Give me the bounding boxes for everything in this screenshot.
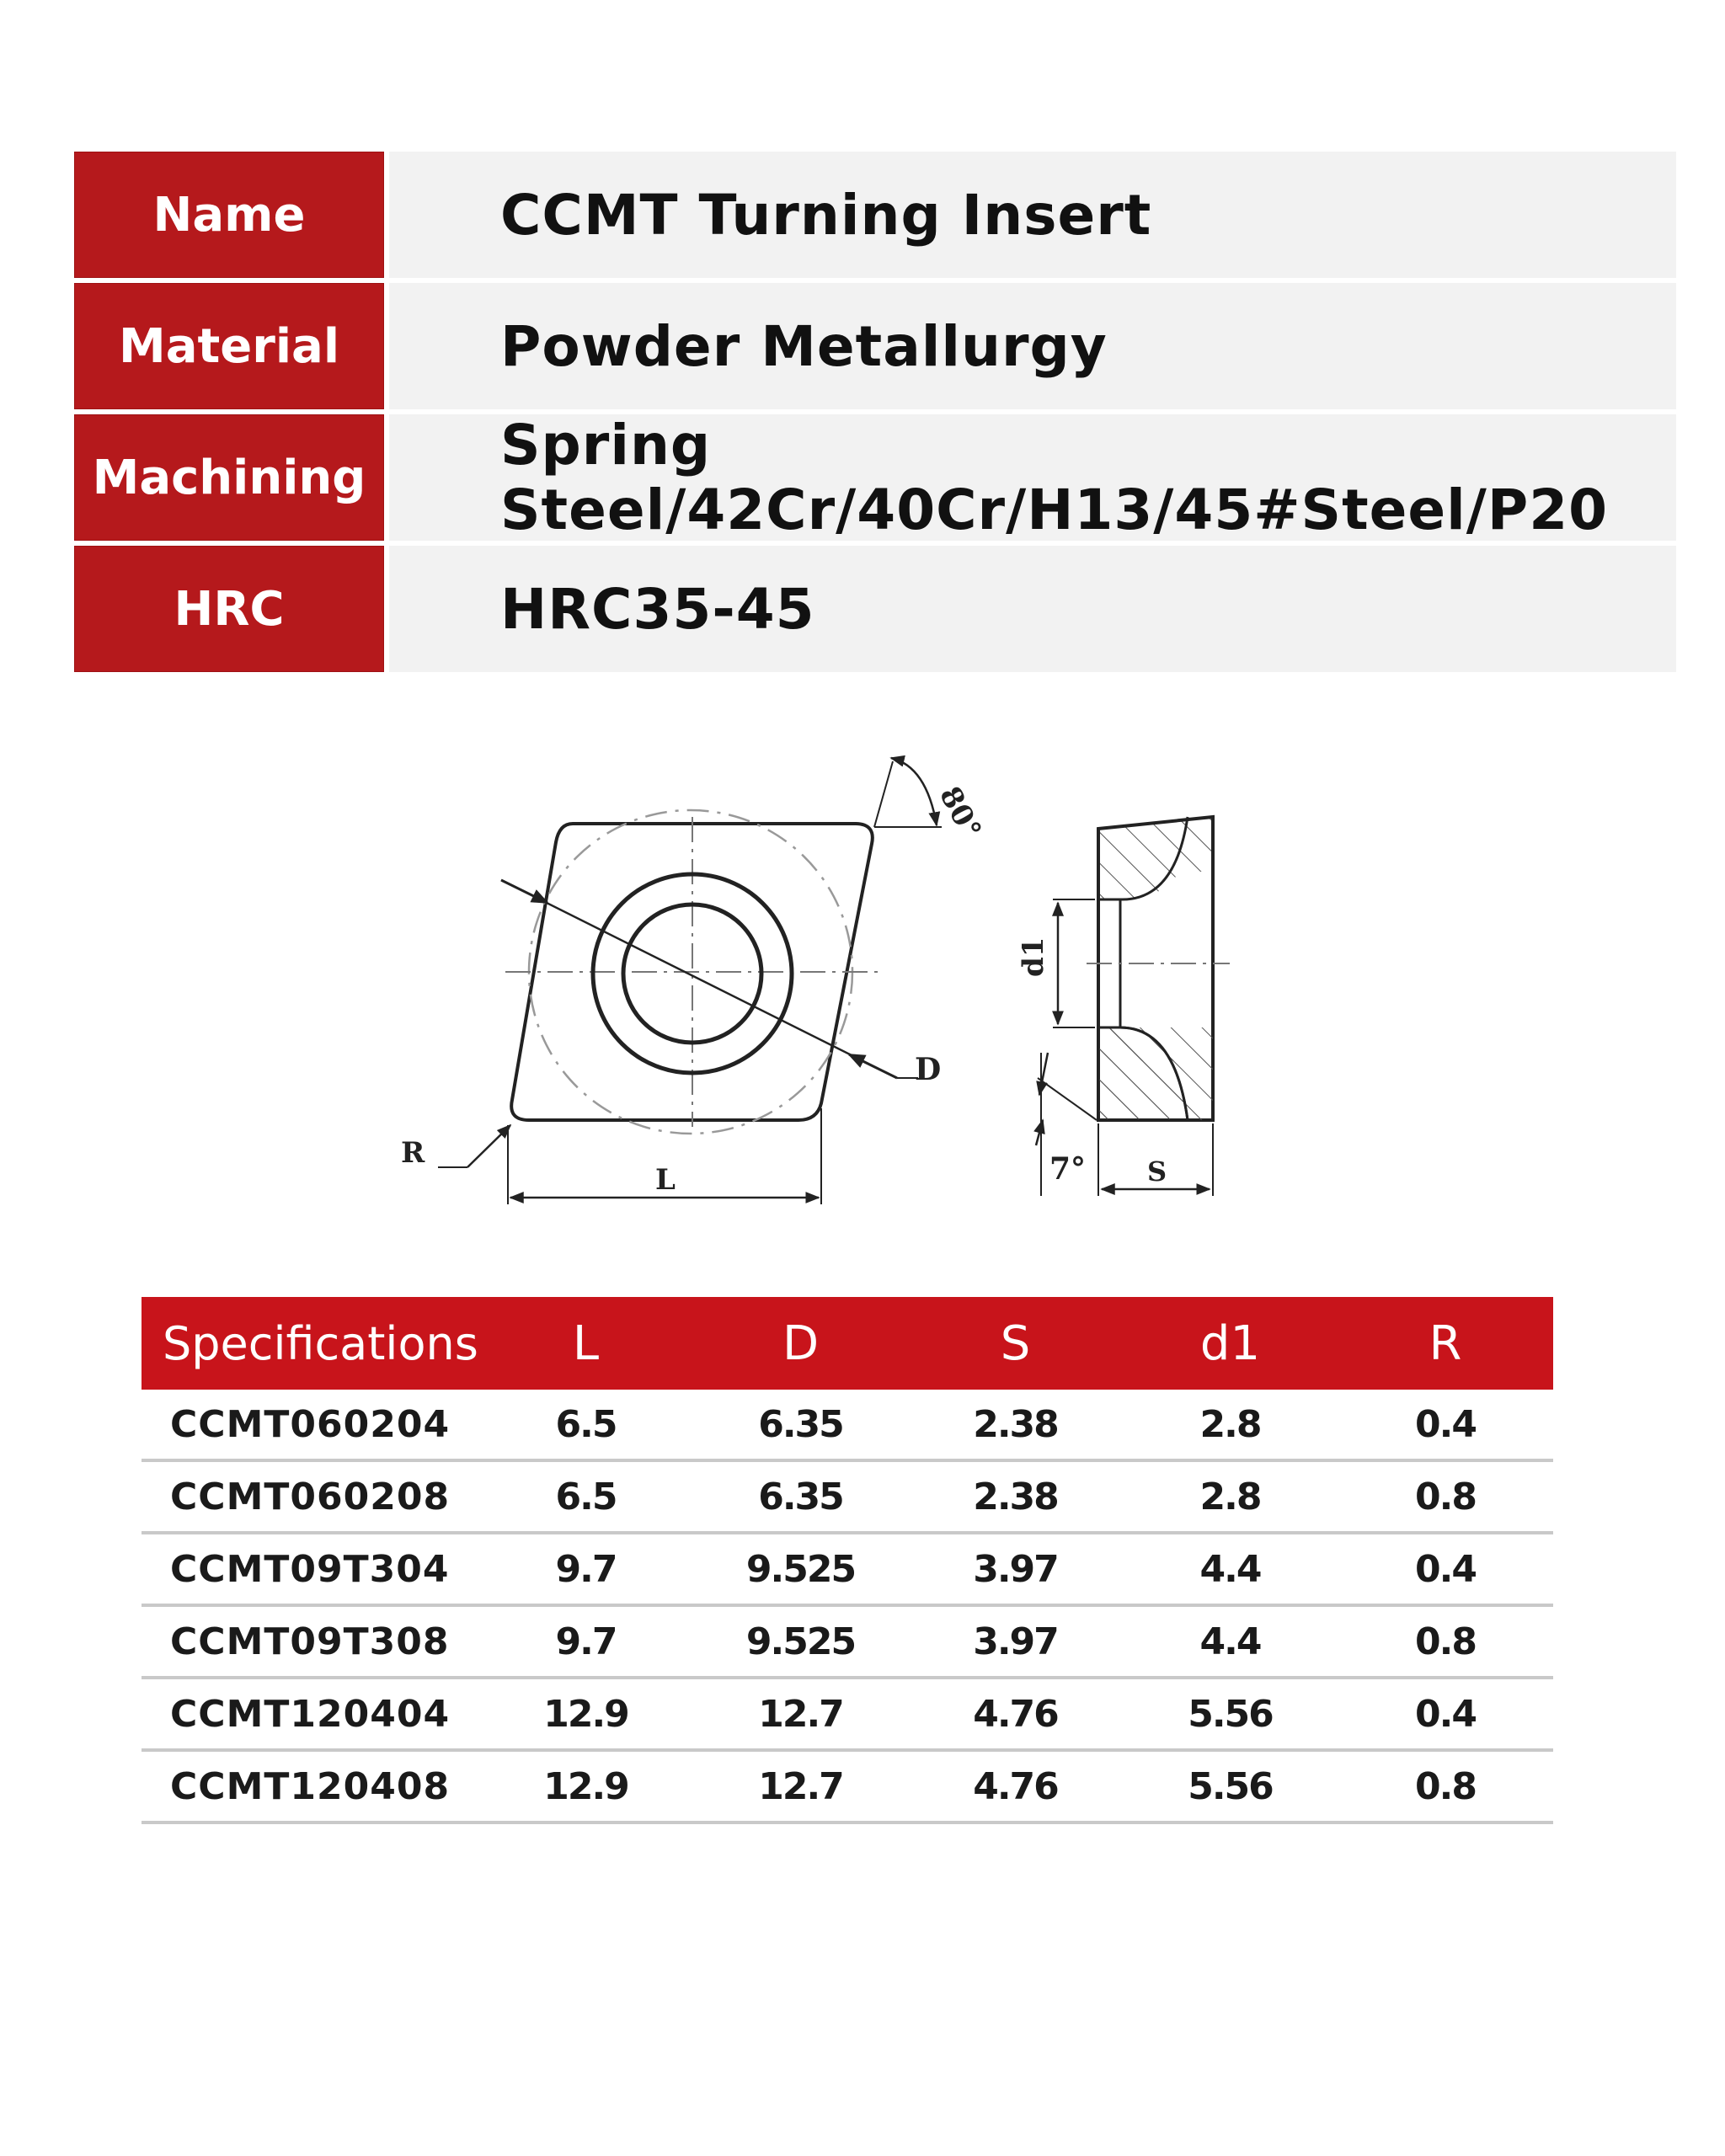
cell-d: 9.525 <box>745 1620 856 1663</box>
d1-label: d1 <box>1017 937 1050 977</box>
cell-s: 4.76 <box>973 1764 1058 1808</box>
cell-d: 12.7 <box>758 1692 843 1736</box>
cell-l: 6.5 <box>555 1475 617 1518</box>
header-s: S <box>1000 1315 1031 1371</box>
cell-s: 4.76 <box>973 1692 1058 1736</box>
cell-model: CCMT09T308 <box>170 1620 450 1663</box>
angle-dimension <box>874 758 988 845</box>
cell-l: 9.7 <box>555 1547 617 1591</box>
cell-model: CCMT060204 <box>170 1402 451 1446</box>
cell-r: 0.8 <box>1415 1764 1476 1808</box>
table-row <box>142 1390 1553 1462</box>
cell-s: 2.38 <box>973 1475 1058 1518</box>
cell-model: CCMT060208 <box>170 1475 451 1518</box>
s-label: S <box>1147 1155 1167 1187</box>
insert-top-view <box>505 810 880 1134</box>
cell-d: 6.35 <box>758 1402 843 1446</box>
info-row-hrc <box>74 546 1676 672</box>
header-r: R <box>1429 1315 1462 1371</box>
header-specifications: Specifications <box>163 1316 478 1370</box>
header-d: D <box>782 1315 820 1371</box>
cell-model: CCMT120404 <box>170 1692 451 1736</box>
machining-label: Machining <box>74 414 384 541</box>
cell-s: 3.97 <box>973 1620 1058 1663</box>
cell-s: 2.38 <box>973 1402 1058 1446</box>
cell-d1: 5.56 <box>1188 1764 1273 1808</box>
table-row <box>142 1679 1553 1752</box>
cell-d1: 5.56 <box>1188 1692 1273 1736</box>
l-dimension <box>508 1108 821 1204</box>
cell-d: 12.7 <box>758 1764 843 1808</box>
table-row <box>142 1607 1553 1679</box>
cell-r: 0.8 <box>1415 1620 1476 1663</box>
cell-r: 0.4 <box>1415 1547 1476 1591</box>
clearance-dimension <box>1036 1053 1097 1196</box>
insert-side-view <box>1087 817 1230 1120</box>
cell-model: CCMT120408 <box>170 1764 451 1808</box>
specifications-table <box>142 1297 1553 1824</box>
cell-model: CCMT09T304 <box>170 1547 450 1591</box>
cell-d: 9.525 <box>745 1547 856 1591</box>
name-value: CCMT Turning Insert <box>389 152 1676 278</box>
cell-l: 12.9 <box>543 1692 628 1736</box>
header-d1: d1 <box>1199 1315 1261 1371</box>
r-dimension <box>401 1125 510 1170</box>
cell-l: 9.7 <box>555 1620 617 1663</box>
name-label: Name <box>74 152 384 278</box>
cell-d1: 4.4 <box>1199 1547 1261 1591</box>
header-l: L <box>572 1315 600 1371</box>
cell-d1: 2.8 <box>1199 1475 1261 1518</box>
product-info-table <box>74 152 1676 677</box>
hrc-label: HRC <box>74 546 384 672</box>
spec-header-row <box>142 1297 1553 1390</box>
r-label: R <box>401 1136 425 1170</box>
cell-s: 3.97 <box>973 1547 1058 1591</box>
clearance-label: 7° <box>1049 1151 1087 1187</box>
info-row-name <box>74 152 1676 278</box>
cell-l: 6.5 <box>555 1402 617 1446</box>
cell-r: 0.8 <box>1415 1475 1476 1518</box>
table-row <box>142 1752 1553 1824</box>
cell-d1: 4.4 <box>1199 1620 1261 1663</box>
drawing-svg <box>0 724 1725 1246</box>
d-label: D <box>915 1052 942 1087</box>
hrc-value: HRC35-45 <box>389 546 1676 672</box>
angle-label: 80° <box>932 781 988 846</box>
info-row-material <box>74 283 1676 409</box>
cell-l: 12.9 <box>543 1764 628 1808</box>
info-row-machining <box>74 414 1676 541</box>
s-dimension <box>1098 1123 1213 1196</box>
table-row <box>142 1462 1553 1534</box>
machining-value: Spring Steel/42Cr/40Cr/H13/45#Steel/P20 <box>389 414 1676 541</box>
cell-r: 0.4 <box>1415 1402 1476 1446</box>
material-label: Material <box>74 283 384 409</box>
cell-r: 0.4 <box>1415 1692 1476 1736</box>
table-row <box>142 1534 1553 1607</box>
l-label: L <box>655 1163 676 1197</box>
d1-dimension <box>1017 899 1095 1027</box>
cell-d1: 2.8 <box>1199 1402 1261 1446</box>
cell-d: 6.35 <box>758 1475 843 1518</box>
material-value: Powder Metallurgy <box>389 283 1676 409</box>
insert-technical-drawing <box>0 724 1725 1246</box>
